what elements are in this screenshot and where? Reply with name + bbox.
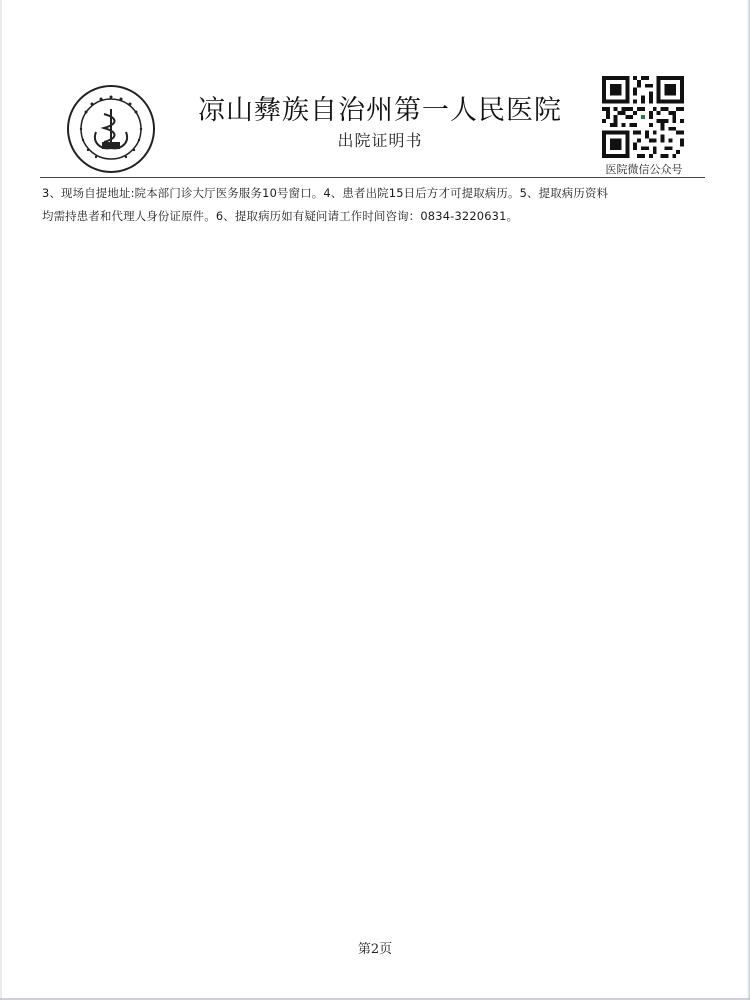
scan-edge-left — [0, 0, 2, 1000]
notes-line: 均需持患者和代理人身份证原件。6、提取病历如有疑问请工作时间咨询：0834-3220631。 — [42, 209, 519, 223]
page-number: 第2页 — [357, 942, 393, 957]
notes-section — [42, 182, 710, 228]
hospital-name: 凉山彝族自治州第一人民医院 — [198, 95, 562, 126]
notes-line: 3、现场自提地址:院本部门诊大厅医务服务10号窗口。4、患者出院15日后方才可提取病历。5、提取病历资料 — [42, 186, 609, 200]
qr-code-icon — [602, 76, 684, 158]
header-divider — [40, 177, 705, 178]
document-title: 出院证明书 — [337, 131, 423, 150]
qr-code-caption: 医院微信公众号 — [605, 163, 683, 176]
hospital-emblem-icon — [66, 84, 156, 174]
